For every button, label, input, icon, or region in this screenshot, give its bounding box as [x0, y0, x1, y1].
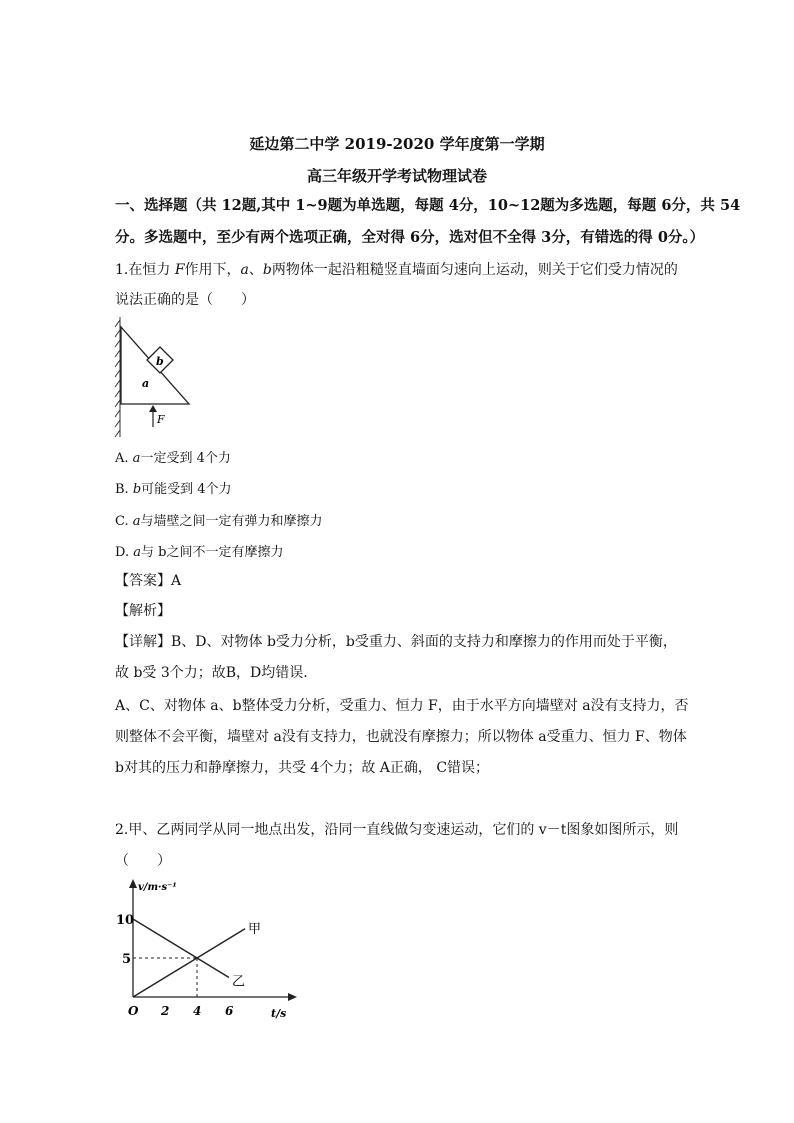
series-label-1: 甲: [248, 921, 262, 937]
label-F: F: [157, 413, 165, 426]
x-tick-label-4: 4: [193, 1004, 202, 1018]
q1-option-d: D. a与 b之间不一定有摩擦力: [115, 545, 284, 560]
q1-detail-line5: b对其的压力和静摩擦力，共受 4个力；故 A正确， C错误；: [115, 760, 490, 776]
q1-detail-line1: 【详解】B、D、对物体 b受力分析，b受重力、斜面的支持力和摩擦力的作用而处于平衡，: [115, 634, 677, 650]
x-axis-label: t/s: [271, 1007, 287, 1020]
y-tick-label-5: 5: [122, 952, 132, 967]
section-heading-line1: 一、选择题（共 12题,其中 1~9题为单选题，每题 4分，10~12题为多选题，每题 6分，共 54: [115, 197, 741, 214]
q1-figure: [108, 315, 203, 440]
label-a: a: [142, 377, 150, 390]
series-line-2: [133, 919, 229, 978]
origin-label: O: [128, 1004, 139, 1018]
exam-subtitle: 高三年级开学考试物理试卷: [306, 167, 487, 185]
q1-detail-line2: 故 b受 3个力；故B，D均错误.: [115, 665, 308, 681]
section-heading-line2: 分。多选题中，至少有两个选项正确，全对得 6分，选对但不全得 3分，有错选的得 0分。）: [115, 229, 705, 246]
series-line-1: [133, 929, 245, 997]
x-axis-arrow: [288, 993, 297, 1001]
wall-hatching: [115, 317, 120, 437]
q1-detail-line3: A、C、对物体 a、b整体受力分析，受重力、恒力 F，由于水平方向墙壁对 a没有支持力，否: [115, 698, 689, 714]
q1-answer: 【答案】A: [115, 573, 182, 589]
q2-stem-line2: （ ）: [115, 853, 171, 869]
y-axis-arrow: [129, 879, 137, 888]
x-tick-label-6: 6: [225, 1004, 234, 1018]
y-axis-label: v/m·s⁻¹: [138, 882, 177, 893]
series-label-2: 乙: [232, 974, 246, 990]
q1-stem-line2: 说法正确的是（ ）: [115, 292, 255, 308]
label-b: b: [156, 355, 164, 368]
q1-option-b: B. b可能受到 4个力: [115, 482, 232, 497]
q1-option-a: A. a一定受到 4个力: [115, 451, 231, 466]
q1-analysis-title: 【解析】: [115, 603, 171, 619]
q1-detail-line4: 则整体不会平衡，墙壁对 a没有支持力，也就没有摩擦力；所以物体 a受重力、恒力 F、物体: [115, 729, 687, 745]
q1-stem-line1: 1.在恒力 F作用下，a、b两物体一起沿粗糙竖直墙面匀速向上运动，则关于它们受力情况的: [115, 262, 678, 278]
q2-vt-chart: [108, 875, 308, 1023]
q1-option-c: C. a与墙壁之间一定有弹力和摩擦力: [115, 514, 323, 529]
y-tick-label-10: 10: [116, 913, 135, 928]
x-tick-label-2: 2: [161, 1004, 170, 1018]
q2-stem-line1: 2.甲、乙两同学从同一地点出发，沿同一直线做匀变速运动，它们的 v－t图象如图所示，则: [115, 822, 679, 838]
exam-title: 延边第二中学 2019-2020 学年度第一学期: [249, 135, 545, 153]
